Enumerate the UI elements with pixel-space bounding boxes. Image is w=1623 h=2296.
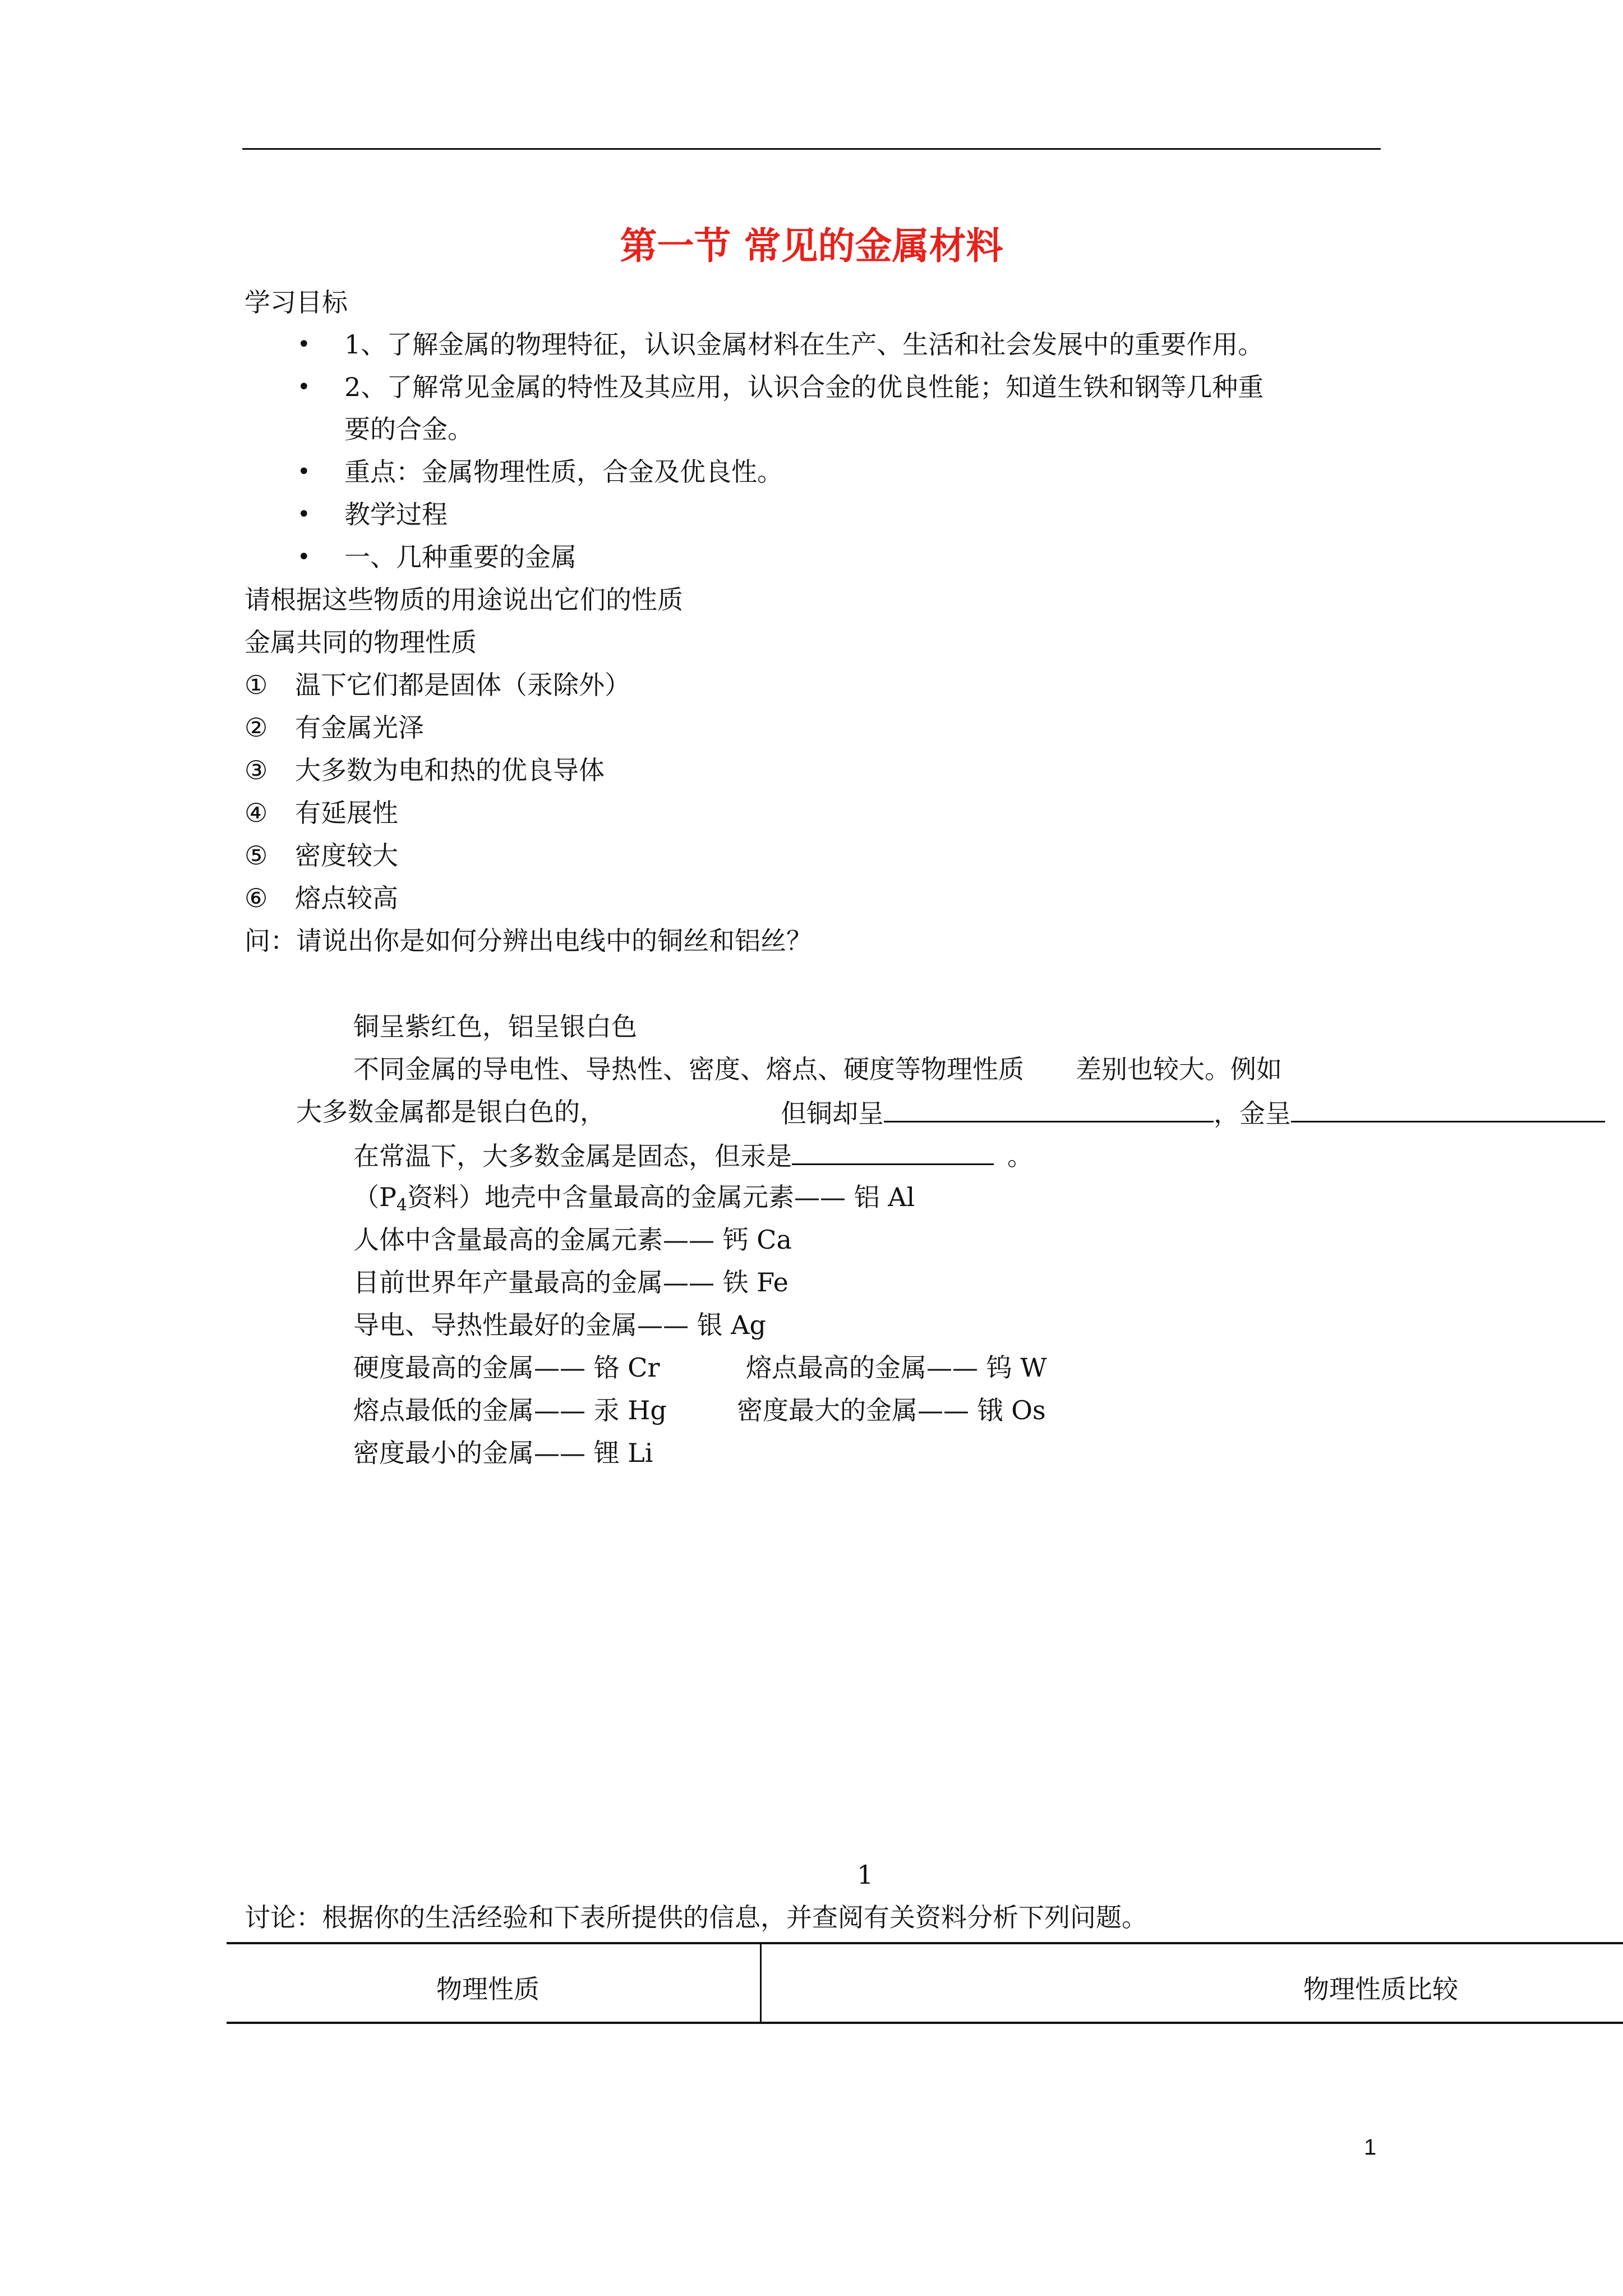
property-text: 大多数为电和热的优良导体 (295, 755, 605, 785)
objective-item: 一、几种重要的金属 (344, 542, 577, 572)
bullet-glyph: • (297, 459, 311, 485)
fact-1-subscript: 4 (396, 1195, 408, 1215)
answer-line-3 (296, 1095, 606, 1129)
answer-line-4-part-a: 在常温下，大多数金属是固态，但汞是 (353, 1141, 792, 1171)
fact-1-text: 资料）地壳中含量最高的金属元素—— 铝 Al (407, 1182, 915, 1212)
property-marker: ① (245, 670, 268, 700)
page-title: 第一节 常见的金属材料 (620, 224, 1003, 268)
property-marker: ⑥ (245, 883, 268, 913)
answer-line-4-part-b: 。 (1007, 1141, 1033, 1171)
gold-color-blank[interactable] (1291, 1095, 1605, 1122)
fact-line: 密度最大的金属—— 锇 Os (737, 1395, 1046, 1425)
property-marker: ④ (245, 798, 268, 828)
answer-line-3-part-a: 大多数金属都是银白色的， (296, 1097, 606, 1127)
bullet-glyph: • (297, 374, 311, 400)
fact-line: 目前世界年产量最高的金属—— 铁 Fe (353, 1267, 789, 1297)
fact-line: 熔点最低的金属—— 汞 Hg (353, 1395, 667, 1425)
table-header-bottom-border (227, 2022, 1623, 2024)
fact-line: 密度最小的金属—— 锂 Li (353, 1438, 653, 1468)
fact-line: 导电、导热性最好的金属—— 银 Ag (353, 1310, 766, 1340)
table-top-border (227, 1942, 1623, 1944)
table-header-cell: 物理性质比较 (1303, 1974, 1458, 2004)
objective-item: 教学过程 (344, 499, 448, 530)
property-text: 有延展性 (295, 798, 398, 828)
property-marker: ② (245, 712, 268, 743)
table-header-cell: 物理性质 (436, 1974, 540, 2004)
objective-item: 1、了解金属的物理特征，认识金属材料在生产、生活和社会发展中的重要作用。 (344, 329, 1264, 360)
question-text: 问：请说出你是如何分辨出电线中的铜丝和铝丝？ (245, 926, 812, 956)
objective-item: 2、了解常见金属的特性及其应用，认识合金的优良性能；知道生铁和钢等几种重 (344, 372, 1264, 402)
answer-line-1: 铜呈紫红色，铝呈银白色 (353, 1011, 637, 1042)
answer-line-3b (781, 1095, 1605, 1130)
footer-page-number: 1 (1364, 2135, 1377, 2160)
mercury-state-blank[interactable] (792, 1138, 994, 1165)
fact-line: 人体中含量最高的金属元素—— 钙 Ca (353, 1225, 792, 1255)
answer-line-3-part-c: ，金呈 (1214, 1098, 1291, 1129)
fact-1-prefix: （P (353, 1182, 396, 1212)
header-rule (242, 148, 1381, 150)
discussion-text: 讨论：根据你的生活经验和下表所提供的信息，并查阅有关资料分析下列问题。 (245, 1902, 1147, 1932)
objective-item-continuation: 要的合金。 (344, 414, 473, 444)
fact-line: 硬度最高的金属—— 铬 Cr (353, 1352, 660, 1383)
common-properties-heading: 金属共同的物理性质 (245, 627, 477, 657)
property-text: 温下它们都是固体（汞除外） (295, 670, 630, 700)
fact-line: 熔点最高的金属—— 钨 W (746, 1352, 1047, 1383)
fact-line (353, 1180, 915, 1222)
bullet-glyph: • (297, 544, 311, 570)
answer-line-4 (353, 1138, 1033, 1173)
copper-color-blank[interactable] (884, 1095, 1214, 1122)
bullet-glyph: • (297, 501, 311, 527)
answer-line-2: 不同金属的导电性、导热性、密度、熔点、硬度等物理性质 差别也较大。例如 (353, 1054, 1282, 1084)
property-marker: ③ (245, 755, 268, 785)
prompt-text: 请根据这些物质的用途说出它们的性质 (245, 585, 683, 615)
property-text: 熔点较高 (295, 883, 398, 913)
objectives-heading: 学习目标 (245, 287, 348, 318)
bullet-glyph: • (297, 332, 311, 357)
property-text: 有金属光泽 (295, 712, 424, 743)
inner-page-number: 1 (857, 1860, 874, 1890)
answer-line-3-part-b: 但铜却呈 (781, 1098, 884, 1129)
objective-item: 重点：金属物理性质，合金及优良性。 (344, 457, 783, 487)
table-column-divider (760, 1942, 762, 2024)
property-marker: ⑤ (245, 840, 268, 871)
property-text: 密度较大 (295, 840, 398, 871)
